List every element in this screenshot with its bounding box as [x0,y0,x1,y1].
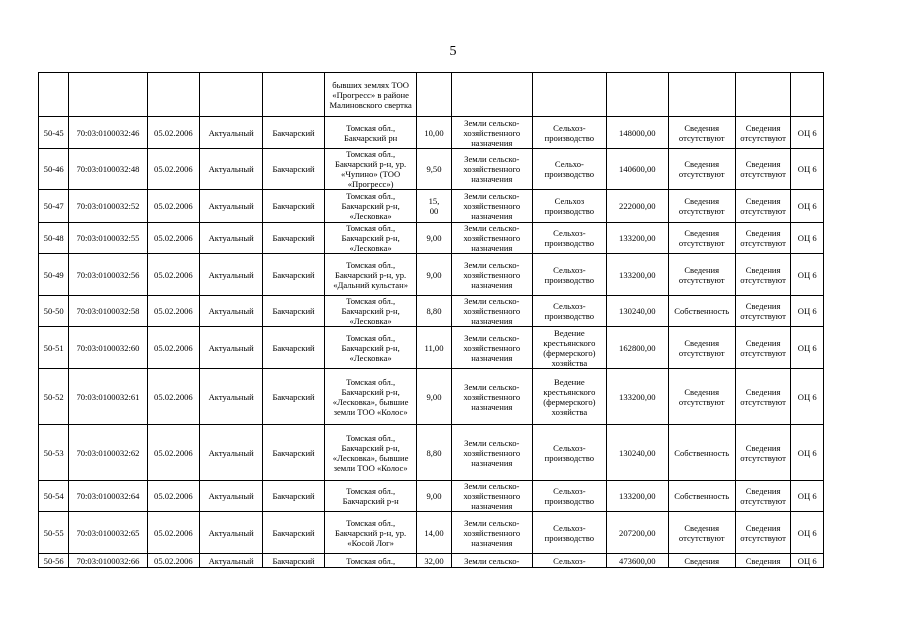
cell-address: Томская обл., Бакчарский р-н [324,481,416,512]
cell-district: Бакчарский [263,369,325,425]
table-row [39,369,824,425]
cell-address: Томская обл., Бакчарский р-н, ур. «Косой Лог» [324,512,416,554]
cell-status: Актуальный [200,425,263,481]
table-row [39,554,824,568]
cell-address: бывших землях ТОО «Прогресс» в районе Малиновского свертка [324,73,416,117]
cell-encumbrance: Сведения отсутствуют [735,369,791,425]
cell-address: Томская обл., Бакчарский р-н, «Лесковка» [324,296,416,327]
table-row [39,117,824,149]
cell-value: 222000,00 [606,190,668,223]
cell-num [39,73,69,117]
cell-district: Бакчарский [263,190,325,223]
cell-category: Земли сельско- хозяйственного назначения [451,481,532,512]
cell-cadastral: 70:03:0100032:58 [69,296,147,327]
cell-rights: Сведения отсутствуют [668,117,735,149]
cell-encumbrance: Сведения отсутствуют [735,190,791,223]
cell-district: Бакчарский [263,296,325,327]
cell-doc: ОЦ 6 [791,296,824,327]
cell-purpose: Ведение крестьянского (фермерского) хозяйства [532,327,606,369]
cell-date: 05.02.2006 [147,512,200,554]
cell-date: 05.02.2006 [147,296,200,327]
cell-value: 473600,00 [606,554,668,568]
cell-area: 8,80 [417,296,451,327]
cell-doc: ОЦ 6 [791,117,824,149]
cell-area: 9,00 [417,223,451,254]
cell-doc: ОЦ 6 [791,149,824,190]
cell-rights: Сведения отсутствуют [668,254,735,296]
cell-doc [791,73,824,117]
cell-status: Актуальный [200,149,263,190]
cell-district: Бакчарский [263,554,325,568]
cell-date: 05.02.2006 [147,190,200,223]
cell-category: Земли сельско- хозяйственного назначения [451,327,532,369]
cell-encumbrance: Сведения [735,554,791,568]
cell-encumbrance: Сведения отсутствуют [735,425,791,481]
cell-category: Земли сельско- хозяйственного назначения [451,512,532,554]
cell-num: 50-49 [39,254,69,296]
cell-status: Актуальный [200,327,263,369]
cell-encumbrance: Сведения отсутствуют [735,254,791,296]
cell-doc: ОЦ 6 [791,254,824,296]
table-row [39,223,824,254]
cell-cadastral: 70:03:0100032:52 [69,190,147,223]
cell-area: 14,00 [417,512,451,554]
cell-cadastral: 70:03:0100032:62 [69,425,147,481]
cell-category: Земли сельско- хозяйственного назначения [451,149,532,190]
cell-status: Актуальный [200,554,263,568]
cell-date: 05.02.2006 [147,149,200,190]
cell-encumbrance: Сведения отсутствуют [735,512,791,554]
table-row [39,254,824,296]
cell-rights: Сведения [668,554,735,568]
cell-doc: ОЦ 6 [791,223,824,254]
cell-doc: ОЦ 6 [791,481,824,512]
cell-area: 9,00 [417,369,451,425]
cell-doc: ОЦ 6 [791,425,824,481]
cell-cadastral: 70:03:0100032:48 [69,149,147,190]
cell-area: 10,00 [417,117,451,149]
cell-status: Актуальный [200,190,263,223]
cell-value: 148000,00 [606,117,668,149]
cell-purpose: Сельхоз производство [532,190,606,223]
table-row [39,425,824,481]
cell-rights: Сведения отсутствуют [668,512,735,554]
cell-address: Томская обл., Бакчарский р-н, ур. «Дальний кульстан» [324,254,416,296]
cell-date: 05.02.2006 [147,481,200,512]
cell-status: Актуальный [200,481,263,512]
cell-purpose: Сельхоз- производство [532,512,606,554]
cell-address: Томская обл., Бакчарский р-н, «Лесковка», бывшие земли ТОО «Колос» [324,425,416,481]
cell-num: 50-48 [39,223,69,254]
cell-status: Актуальный [200,254,263,296]
cell-num: 50-56 [39,554,69,568]
cell-rights: Собственность [668,481,735,512]
cell-category: Земли сельско- хозяйственного назначения [451,369,532,425]
cell-district: Бакчарский [263,425,325,481]
cell-address: Томская обл., Бакчарский р-н, «Лесковка» [324,190,416,223]
cell-cadastral: 70:03:0100032:65 [69,512,147,554]
table-row [39,327,824,369]
cell-area: 15, 00 [417,190,451,223]
land-registry-table [38,72,824,568]
cell-address: Томская обл., Бакчарский рн [324,117,416,149]
cell-num: 50-51 [39,327,69,369]
cell-date: 05.02.2006 [147,369,200,425]
cell-address: Томская обл., [324,554,416,568]
cell-cadastral: 70:03:0100032:64 [69,481,147,512]
cell-category: Земли сельско- [451,554,532,568]
cell-encumbrance: Сведения отсутствуют [735,296,791,327]
cell-district: Бакчарский [263,512,325,554]
cell-encumbrance: Сведения отсутствуют [735,117,791,149]
cell-purpose: Сельхоз- производство [532,425,606,481]
cell-area: 9,00 [417,254,451,296]
table-row [39,149,824,190]
cell-area [417,73,451,117]
cell-category: Земли сельско- хозяйственного назначения [451,296,532,327]
cell-area: 32,00 [417,554,451,568]
cell-num: 50-47 [39,190,69,223]
cell-doc: ОЦ 6 [791,512,824,554]
cell-rights: Сведения отсутствуют [668,223,735,254]
cell-value [606,73,668,117]
cell-rights: Собственность [668,296,735,327]
cell-date: 05.02.2006 [147,425,200,481]
cell-rights: Сведения отсутствуют [668,369,735,425]
cell-area: 8,80 [417,425,451,481]
cell-encumbrance [735,73,791,117]
cell-cadastral: 70:03:0100032:66 [69,554,147,568]
table-row [39,73,824,117]
page-bottom-margin [0,592,906,640]
cell-category: Земли сельско- хозяйственного назначения [451,425,532,481]
cell-cadastral [69,73,147,117]
cell-category: Земли сельско- хозяйственного назначения [451,223,532,254]
cell-num: 50-45 [39,117,69,149]
cell-value: 207200,00 [606,512,668,554]
cell-category [451,73,532,117]
cell-date: 05.02.2006 [147,254,200,296]
cell-doc: ОЦ 6 [791,190,824,223]
cell-rights: Сведения отсутствуют [668,190,735,223]
cell-encumbrance: Сведения отсутствуют [735,149,791,190]
cell-doc: ОЦ 6 [791,327,824,369]
cell-doc: ОЦ 6 [791,369,824,425]
cell-date: 05.02.2006 [147,223,200,254]
cell-value: 162800,00 [606,327,668,369]
cell-address: Томская обл., Бакчарский р-н, «Лесковка» [324,327,416,369]
cell-address: Томская обл., Бакчарский р-н, ур. «Чупино» (ТОО «Прогресс») [324,149,416,190]
cell-date: 05.02.2006 [147,554,200,568]
cell-cadastral: 70:03:0100032:56 [69,254,147,296]
cell-doc: ОЦ 6 [791,554,824,568]
cell-cadastral: 70:03:0100032:61 [69,369,147,425]
cell-num: 50-53 [39,425,69,481]
cell-purpose: Сельхоз- производство [532,117,606,149]
cell-district: Бакчарский [263,117,325,149]
cell-district: Бакчарский [263,481,325,512]
cell-cadastral: 70:03:0100032:46 [69,117,147,149]
table-body [39,73,824,568]
cell-status: Актуальный [200,296,263,327]
table-row [39,512,824,554]
cell-num: 50-52 [39,369,69,425]
cell-value: 140600,00 [606,149,668,190]
cell-status: Актуальный [200,117,263,149]
cell-address: Томская обл., Бакчарский р-н, «Лесковка» [324,223,416,254]
cell-date [147,73,200,117]
cell-status: Актуальный [200,512,263,554]
cell-purpose: Ведение крестьянского (фермерского) хозяйства [532,369,606,425]
cell-purpose: Сельхоз- производство [532,254,606,296]
cell-date: 05.02.2006 [147,117,200,149]
cell-num: 50-50 [39,296,69,327]
cell-rights: Сведения отсутствуют [668,149,735,190]
cell-area: 11,00 [417,327,451,369]
cell-rights: Собственность [668,425,735,481]
cell-num: 50-54 [39,481,69,512]
cell-address: Томская обл., Бакчарский р-н, «Лесковка», бывшие земли ТОО «Колос» [324,369,416,425]
cell-district: Бакчарский [263,149,325,190]
cell-purpose: Сельхоз- производство [532,223,606,254]
cell-district: Бакчарский [263,327,325,369]
cell-category: Земли сельско- хозяйственного назначения [451,254,532,296]
cell-purpose: Сельхоз- производство [532,296,606,327]
cell-value: 133200,00 [606,481,668,512]
cell-purpose: Сельхоз- [532,554,606,568]
cell-num: 50-46 [39,149,69,190]
cell-value: 133200,00 [606,254,668,296]
table-row [39,481,824,512]
cell-category: Земли сельско- хозяйственного назначения [451,190,532,223]
cell-purpose: Сельхоз- производство [532,481,606,512]
cell-purpose: Сельхо- производство [532,149,606,190]
cell-area: 9,00 [417,481,451,512]
cell-status: Актуальный [200,369,263,425]
cell-status: Актуальный [200,223,263,254]
page-number: 5 [449,44,457,59]
cell-num: 50-55 [39,512,69,554]
cell-encumbrance: Сведения отсутствуют [735,481,791,512]
cell-value: 130240,00 [606,296,668,327]
cell-encumbrance: Сведения отсутствуют [735,327,791,369]
cell-purpose [532,73,606,117]
cell-encumbrance: Сведения отсутствуют [735,223,791,254]
cell-district: Бакчарский [263,223,325,254]
cell-district [263,73,325,117]
cell-district: Бакчарский [263,254,325,296]
cell-value: 130240,00 [606,425,668,481]
table-row [39,190,824,223]
cell-cadastral: 70:03:0100032:55 [69,223,147,254]
cell-cadastral: 70:03:0100032:60 [69,327,147,369]
cell-area: 9,50 [417,149,451,190]
cell-value: 133200,00 [606,369,668,425]
cell-date: 05.02.2006 [147,327,200,369]
cell-value: 133200,00 [606,223,668,254]
cell-category: Земли сельско- хозяйственного назначения [451,117,532,149]
cell-status [200,73,263,117]
table-row [39,296,824,327]
cell-rights: Сведения отсутствуют [668,327,735,369]
cell-rights [668,73,735,117]
